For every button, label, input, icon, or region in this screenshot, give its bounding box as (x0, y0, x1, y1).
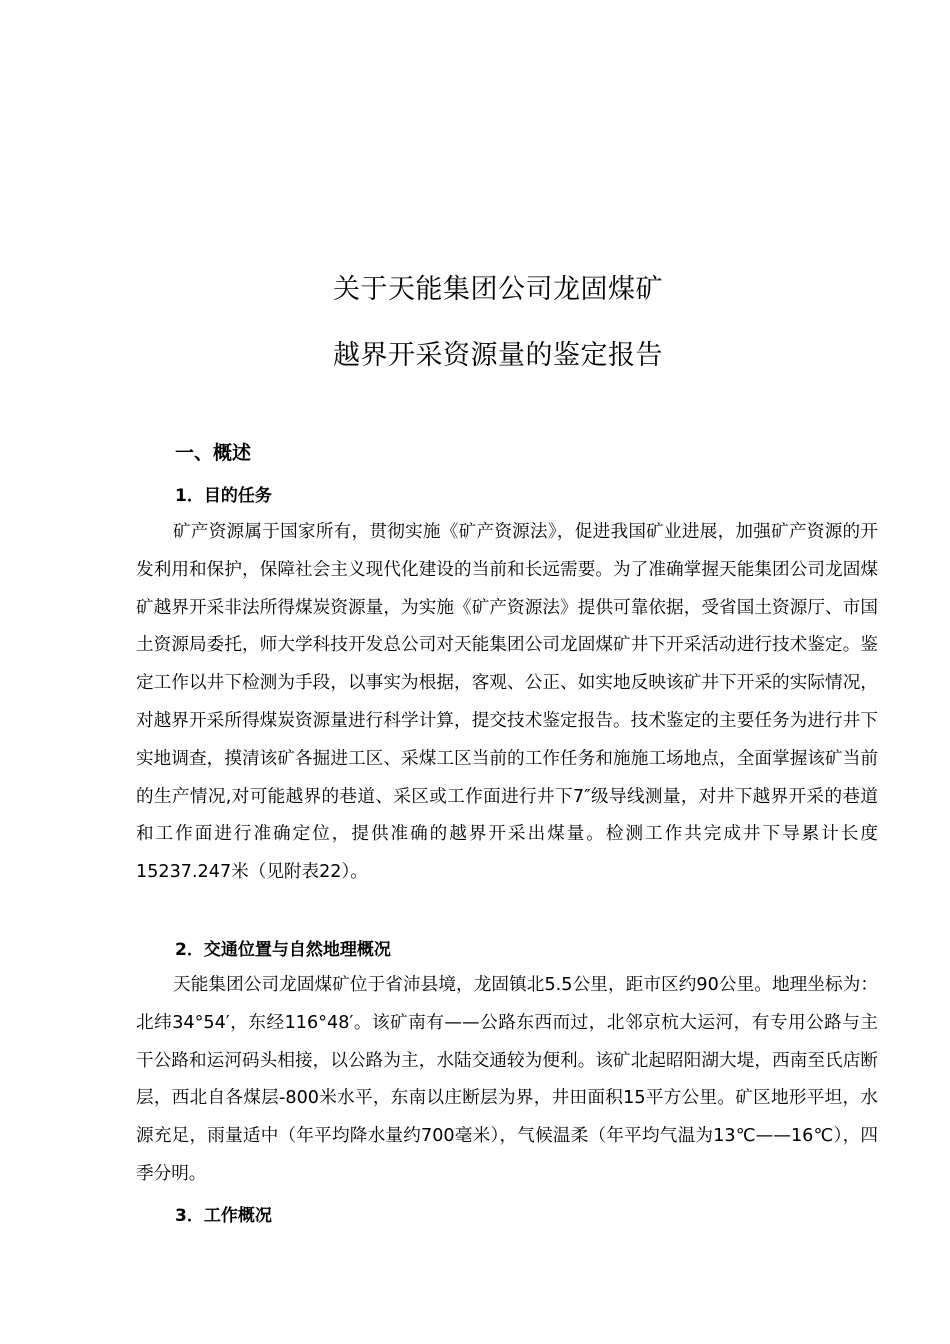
document-title-line-2: 越界开采资源量的鉴定报告 (333, 340, 663, 371)
section-heading-overview: 一、概述 (175, 442, 252, 464)
subsection-heading-purpose: 1．目的任务 (175, 486, 272, 506)
subsection-heading-work-overview: 3．工作概况 (175, 1206, 272, 1226)
document-title-line-1: 关于天能集团公司龙固煤矿 (333, 274, 663, 305)
paragraph-purpose: 矿产资源属于国家所有，贯彻实施《矿产资源法》，促进我国矿业进展，加强矿产资源的开发利用和保护，保障社会主义现代化建设的当前和长远需要。为了准确掌握天能集团公司龙固煤矿越界开采非法所得煤炭资源量，为实施《矿产资源法》提供可靠依据，受省国土资源厅、市国土资源局委托，师大学科技开发总公司对天能集团公司龙固煤矿井下开采活动进行技术鉴定。鉴定工作以井下检测为手段，以事实为根据，客观、公正、如实地反映该矿井下开采的实际情况，对越界开采所得煤炭资源量进行科学计算，提交技术鉴定报告。技术鉴定的主要任务为进行井下实地调查，摸清该矿各掘进工区、采煤工区当前的工作任务和施施工场地点，全面掌握该矿当前的生产情况,对可能越界的巷道、采区或工作面进行井下7″级导线测量，对井下越界开采的巷道和工作面进行准确定位，提供准确的越界开采出煤量。检测工作共完成井下导累计长度 15237.247米（见附表22）。 (136, 522, 878, 883)
paragraph-location: 天能集团公司龙固煤矿位于省沛县境，龙固镇北5.5公里，距市区约90公里。地理坐标为：北纬34°54′，东经116°48′。该矿南有——公路东西而过，北邻京杭大运河，有专用公路与主干公路和运河码头相接，以公路为主，水陆交通较为便利。该矿北起昭阳湖大堤，西南至氏店断层，西北自各煤层-800米水平，东南以庄断层为界，井田面积15平方公里。矿区地形平坦，水源充足，雨量适中（年平均降水量约700毫米），气候温柔（年平均气温为13℃——16℃），四季分明。 (136, 975, 878, 1184)
subsection-heading-location: 2．交通位置与自然地理概况 (175, 940, 391, 960)
